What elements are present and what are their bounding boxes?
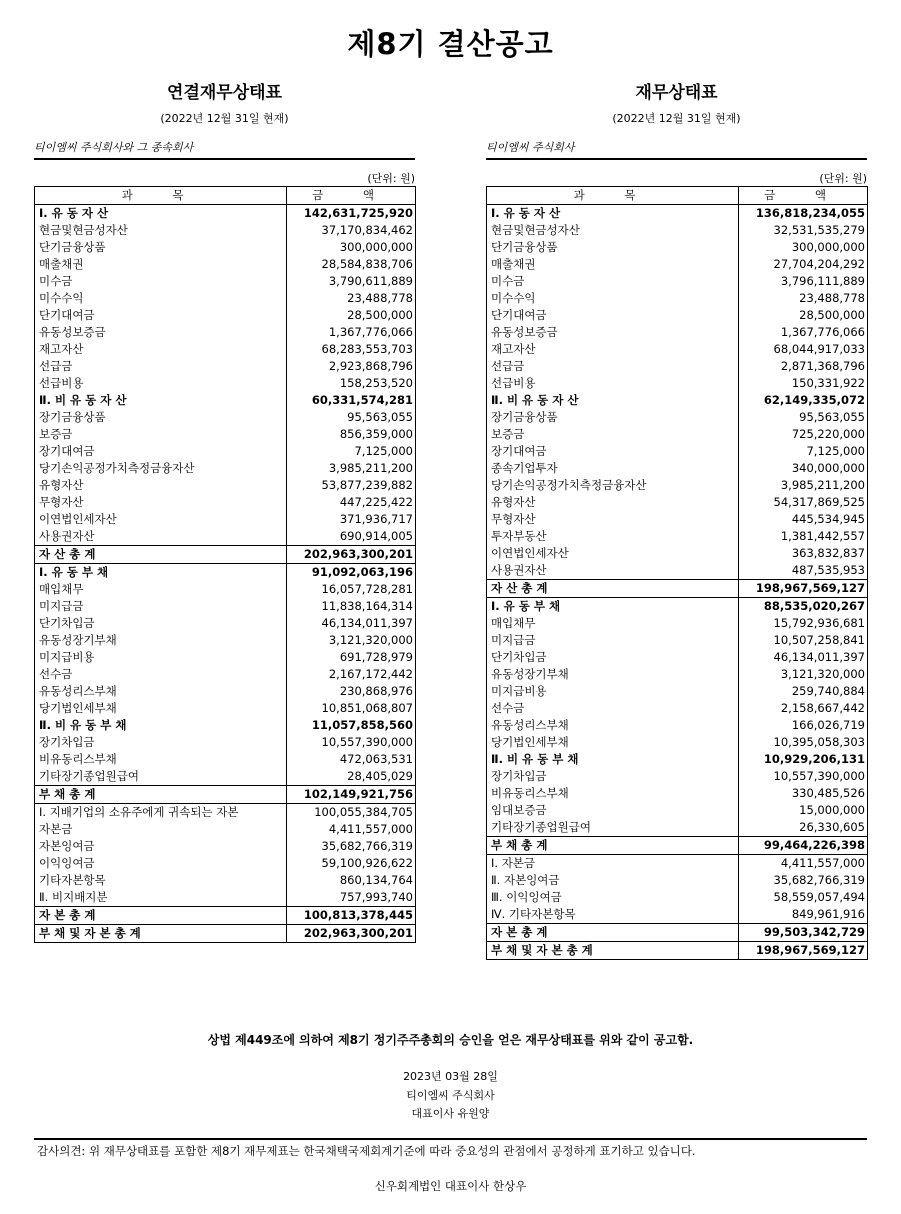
account-name: 유동성보증금 <box>35 324 287 341</box>
account-name: 유동성보증금 <box>487 324 739 341</box>
account-name: Ⅱ. 비 유 동 부 채 <box>35 717 287 734</box>
account-name: 미수수익 <box>35 290 287 307</box>
table-row <box>35 925 416 943</box>
table-row <box>35 768 416 786</box>
table-row <box>35 615 416 632</box>
account-name: 선급금 <box>35 358 287 375</box>
account-name: 부 채 총 계 <box>487 837 739 855</box>
account-amount: 142,631,725,920 <box>287 205 416 223</box>
column-header-item: 과 목 <box>487 187 739 205</box>
account-name: 비유동리스부채 <box>487 785 739 802</box>
consolidated-heading: 연결재무상태표 <box>167 83 282 103</box>
table-row <box>487 307 868 324</box>
account-amount: 259,740,884 <box>739 683 868 700</box>
account-amount: 158,253,520 <box>287 375 416 392</box>
account-name: 자 본 총 계 <box>35 907 287 925</box>
table-row <box>487 426 868 443</box>
account-amount: 100,055,384,705 <box>287 804 416 822</box>
account-amount: 136,818,234,055 <box>739 205 868 223</box>
table-row <box>487 239 868 256</box>
table-row <box>35 734 416 751</box>
account-name: 자 본 총 계 <box>487 924 739 942</box>
account-name: 선수금 <box>487 700 739 717</box>
account-amount: 10,557,390,000 <box>287 734 416 751</box>
account-amount: 37,170,834,462 <box>287 222 416 239</box>
table-row <box>35 307 416 324</box>
account-name: 당기법인세부채 <box>487 734 739 751</box>
account-name: 무형자산 <box>487 511 739 528</box>
account-name: 선급비용 <box>487 375 739 392</box>
account-amount: 32,531,535,279 <box>739 222 868 239</box>
table-row <box>487 341 868 358</box>
table-row <box>487 768 868 785</box>
table-row <box>35 528 416 546</box>
account-name: 투자부동산 <box>487 528 739 545</box>
account-amount: 68,044,917,033 <box>739 341 868 358</box>
account-amount: 445,534,945 <box>739 511 868 528</box>
account-name: 종속기업투자 <box>487 460 739 477</box>
column-header-amount: 금 액 <box>287 187 416 205</box>
table-row <box>35 821 416 838</box>
table-row <box>35 239 416 256</box>
account-amount: 4,411,557,000 <box>287 821 416 838</box>
account-amount: 300,000,000 <box>287 239 416 256</box>
account-amount: 91,092,063,196 <box>287 564 416 582</box>
account-amount: 7,125,000 <box>739 443 868 460</box>
separate-heading: 재무상태표 <box>635 83 718 103</box>
account-name: Ⅱ. 비 유 동 자 산 <box>35 392 287 409</box>
account-name: 미수금 <box>35 273 287 290</box>
table-row <box>35 666 416 683</box>
table-row <box>487 290 868 307</box>
table-row <box>35 700 416 717</box>
account-name: 이연법인세자산 <box>487 545 739 562</box>
table-row <box>35 290 416 307</box>
account-amount: 26,330,605 <box>739 819 868 837</box>
account-name: 이익잉여금 <box>35 855 287 872</box>
account-amount: 7,125,000 <box>287 443 416 460</box>
table-row <box>35 581 416 598</box>
separate-table <box>486 186 868 960</box>
account-amount: 330,485,526 <box>739 785 868 802</box>
table-row <box>35 889 416 907</box>
table-row <box>487 872 868 889</box>
account-name: Ⅰ. 유 동 자 산 <box>35 205 287 223</box>
account-amount: 2,167,172,442 <box>287 666 416 683</box>
table-row <box>35 838 416 855</box>
account-name: Ⅰ. 지배기업의 소유주에게 귀속되는 자본 <box>35 804 287 822</box>
account-name: 기타장기종업원급여 <box>35 768 287 786</box>
account-name: 이연법인세자산 <box>35 511 287 528</box>
account-name: 유형자산 <box>487 494 739 511</box>
table-row <box>35 375 416 392</box>
account-amount: 62,149,335,072 <box>739 392 868 409</box>
separate-unit: (단위: 원) <box>819 172 867 185</box>
account-name: 장기차입금 <box>35 734 287 751</box>
auditor-name: 신우회계법인 대표이사 한상우 <box>374 1179 527 1193</box>
account-name: 매입채무 <box>35 581 287 598</box>
divider <box>34 1138 867 1140</box>
table-row <box>487 598 868 616</box>
account-name: 장기금융상품 <box>35 409 287 426</box>
account-amount: 1,367,776,066 <box>287 324 416 341</box>
table-row <box>35 649 416 666</box>
account-name: 매출채권 <box>487 256 739 273</box>
account-name: 매출채권 <box>35 256 287 273</box>
account-name: 현금및현금성자산 <box>35 222 287 239</box>
account-amount: 46,134,011,397 <box>739 649 868 666</box>
account-amount: 10,395,058,303 <box>739 734 868 751</box>
account-amount: 46,134,011,397 <box>287 615 416 632</box>
account-name: 자 산 총 계 <box>35 546 287 564</box>
account-amount: 28,584,838,706 <box>287 256 416 273</box>
account-amount: 2,871,368,796 <box>739 358 868 375</box>
account-amount: 447,225,422 <box>287 494 416 511</box>
account-amount: 102,149,921,756 <box>287 786 416 804</box>
account-name: 장기차입금 <box>487 768 739 785</box>
table-row <box>487 460 868 477</box>
account-name: 단기금융상품 <box>487 239 739 256</box>
table-row <box>487 819 868 837</box>
account-name: 자본잉여금 <box>35 838 287 855</box>
account-name: 미수금 <box>487 273 739 290</box>
table-row <box>487 273 868 290</box>
account-name: 미지급금 <box>487 632 739 649</box>
account-name: 당기손익공정가치측정금융자산 <box>35 460 287 477</box>
table-row <box>35 205 416 223</box>
account-amount: 95,563,055 <box>287 409 416 426</box>
table-row <box>35 632 416 649</box>
table-row <box>487 545 868 562</box>
table-row <box>487 615 868 632</box>
approval-notice: 상법 제449조에 의하여 제8기 정기주주총회의 승인을 얻은 재무상태표를 위와 같이 공고함. <box>207 1033 694 1047</box>
account-name: 비유동리스부채 <box>35 751 287 768</box>
account-name: Ⅰ. 유 동 자 산 <box>487 205 739 223</box>
account-name: 유동성장기부채 <box>487 666 739 683</box>
table-row <box>35 477 416 494</box>
account-amount: 166,026,719 <box>739 717 868 734</box>
table-row <box>487 409 868 426</box>
table-row <box>35 443 416 460</box>
account-name: 단기대여금 <box>487 307 739 324</box>
consolidated-company: 티이엠씨 주식회사와 그 종속회사 <box>34 140 415 160</box>
account-name: 유형자산 <box>35 477 287 494</box>
account-name: Ⅰ. 유 동 부 채 <box>35 564 287 582</box>
account-name: 보증금 <box>35 426 287 443</box>
table-row <box>487 443 868 460</box>
account-amount: 15,792,936,681 <box>739 615 868 632</box>
table-row <box>35 392 416 409</box>
account-amount: 10,929,206,131 <box>739 751 868 768</box>
account-amount: 2,923,868,796 <box>287 358 416 375</box>
table-row <box>487 751 868 768</box>
account-name: Ⅱ. 비 유 동 부 채 <box>487 751 739 768</box>
table-row <box>487 924 868 942</box>
account-amount: 10,851,068,807 <box>287 700 416 717</box>
consolidated-table <box>34 186 416 943</box>
separate-as-of: (2022년 12월 31일 현재) <box>612 112 741 125</box>
table-row <box>35 717 416 734</box>
account-amount: 856,359,000 <box>287 426 416 443</box>
account-name: Ⅱ. 자본잉여금 <box>487 872 739 889</box>
account-amount: 54,317,869,525 <box>739 494 868 511</box>
account-amount: 1,367,776,066 <box>739 324 868 341</box>
table-row <box>35 598 416 615</box>
table-row <box>35 511 416 528</box>
account-name: Ⅰ. 자본금 <box>487 855 739 873</box>
account-name: 미지급금 <box>35 598 287 615</box>
account-name: 매입채무 <box>487 615 739 632</box>
account-amount: 10,507,258,841 <box>739 632 868 649</box>
table-row <box>35 358 416 375</box>
account-amount: 3,121,320,000 <box>739 666 868 683</box>
account-amount: 198,967,569,127 <box>739 942 868 960</box>
table-row <box>35 855 416 872</box>
table-row <box>35 751 416 768</box>
table-row <box>487 717 868 734</box>
account-amount: 95,563,055 <box>739 409 868 426</box>
account-name: Ⅰ. 유 동 부 채 <box>487 598 739 616</box>
account-name: 단기차입금 <box>487 649 739 666</box>
table-row <box>487 906 868 924</box>
notice-date: 2023년 03월 28일 <box>403 1070 498 1083</box>
table-row <box>487 392 868 409</box>
account-amount: 28,405,029 <box>287 768 416 786</box>
table-row <box>35 786 416 804</box>
table-row <box>487 889 868 906</box>
account-amount: 691,728,979 <box>287 649 416 666</box>
table-row <box>35 683 416 700</box>
account-amount: 99,464,226,398 <box>739 837 868 855</box>
account-name: 현금및현금성자산 <box>487 222 739 239</box>
account-amount: 100,813,378,445 <box>287 907 416 925</box>
account-name: 선급비용 <box>35 375 287 392</box>
account-amount: 28,500,000 <box>287 307 416 324</box>
account-name: 사용권자산 <box>487 562 739 580</box>
account-amount: 3,985,211,200 <box>287 460 416 477</box>
account-name: 미지급비용 <box>487 683 739 700</box>
account-amount: 23,488,778 <box>287 290 416 307</box>
table-row <box>487 205 868 223</box>
table-row <box>487 477 868 494</box>
consolidated-unit: (단위: 원) <box>367 172 415 185</box>
table-row <box>35 804 416 822</box>
table-row <box>487 649 868 666</box>
account-name: 선수금 <box>35 666 287 683</box>
table-row <box>487 683 868 700</box>
table-row <box>487 222 868 239</box>
account-amount: 4,411,557,000 <box>739 855 868 873</box>
account-amount: 300,000,000 <box>739 239 868 256</box>
table-row <box>35 273 416 290</box>
table-row <box>487 632 868 649</box>
account-name: 보증금 <box>487 426 739 443</box>
account-amount: 99,503,342,729 <box>739 924 868 942</box>
account-name: 당기손익공정가치측정금융자산 <box>487 477 739 494</box>
table-row <box>35 564 416 582</box>
account-amount: 1,381,442,557 <box>739 528 868 545</box>
account-amount: 150,331,922 <box>739 375 868 392</box>
account-amount: 11,057,858,560 <box>287 717 416 734</box>
table-row <box>35 872 416 889</box>
account-amount: 60,331,574,281 <box>287 392 416 409</box>
column-header-amount: 금 액 <box>739 187 868 205</box>
account-name: 부 채 및 자 본 총 계 <box>487 942 739 960</box>
table-row <box>487 785 868 802</box>
account-name: 단기대여금 <box>35 307 287 324</box>
account-amount: 3,796,111,889 <box>739 273 868 290</box>
account-amount: 88,535,020,267 <box>739 598 868 616</box>
table-row <box>35 426 416 443</box>
table-row <box>487 375 868 392</box>
page-title: 제8기 결산공고 <box>347 27 554 61</box>
table-row <box>487 580 868 598</box>
account-amount: 15,000,000 <box>739 802 868 819</box>
column-header-item: 과 목 <box>35 187 287 205</box>
account-amount: 757,993,740 <box>287 889 416 907</box>
table-row <box>487 528 868 545</box>
table-row <box>35 409 416 426</box>
table-row <box>487 562 868 580</box>
account-amount: 3,121,320,000 <box>287 632 416 649</box>
account-amount: 363,832,837 <box>739 545 868 562</box>
account-name: 유동성장기부채 <box>35 632 287 649</box>
account-name: 선급금 <box>487 358 739 375</box>
account-amount: 28,500,000 <box>739 307 868 324</box>
account-name: 무형자산 <box>35 494 287 511</box>
table-row <box>487 855 868 873</box>
table-row <box>35 256 416 273</box>
account-amount: 3,985,211,200 <box>739 477 868 494</box>
account-amount: 725,220,000 <box>739 426 868 443</box>
account-name: 미수수익 <box>487 290 739 307</box>
account-amount: 371,936,717 <box>287 511 416 528</box>
table-row <box>35 460 416 477</box>
account-amount: 860,134,764 <box>287 872 416 889</box>
account-amount: 35,682,766,319 <box>287 838 416 855</box>
table-row <box>487 358 868 375</box>
account-name: 재고자산 <box>35 341 287 358</box>
table-row <box>487 942 868 960</box>
account-name: 단기금융상품 <box>35 239 287 256</box>
account-name: 부 채 및 자 본 총 계 <box>35 925 287 943</box>
account-amount: 690,914,005 <box>287 528 416 546</box>
separate-company: 티이엠씨 주식회사 <box>486 140 867 160</box>
account-name: Ⅱ. 비 유 동 자 산 <box>487 392 739 409</box>
account-name: 사용권자산 <box>35 528 287 546</box>
table-row <box>487 324 868 341</box>
table-row <box>487 256 868 273</box>
table-row <box>487 700 868 717</box>
consolidated-as-of: (2022년 12월 31일 현재) <box>160 112 289 125</box>
account-name: 당기법인세부채 <box>35 700 287 717</box>
account-amount: 11,838,164,314 <box>287 598 416 615</box>
account-name: 자본금 <box>35 821 287 838</box>
account-amount: 23,488,778 <box>739 290 868 307</box>
account-name: Ⅱ. 비지배지분 <box>35 889 287 907</box>
account-name: 기타자본항목 <box>35 872 287 889</box>
account-amount: 53,877,239,882 <box>287 477 416 494</box>
account-amount: 230,868,976 <box>287 683 416 700</box>
account-name: 미지급비용 <box>35 649 287 666</box>
account-amount: 202,963,300,201 <box>287 546 416 564</box>
account-name: 유동성리스부채 <box>487 717 739 734</box>
account-amount: 198,967,569,127 <box>739 580 868 598</box>
account-name: 부 채 총 계 <box>35 786 287 804</box>
account-amount: 58,559,057,494 <box>739 889 868 906</box>
audit-opinion: 감사의견: 위 재무상태표를 포함한 제8기 재무제표는 한국채택국제회계기준에 따라 중요성의 관점에서 공정하게 표기하고 있습니다. <box>37 1144 696 1158</box>
account-amount: 10,557,390,000 <box>739 768 868 785</box>
table-row <box>487 511 868 528</box>
account-amount: 16,057,728,281 <box>287 581 416 598</box>
ceo-name: 대표이사 유원양 <box>411 1107 490 1120</box>
company-name: 티이엠씨 주식회사 <box>406 1089 495 1102</box>
account-name: Ⅲ. 이익잉여금 <box>487 889 739 906</box>
table-row <box>487 837 868 855</box>
account-name: 장기대여금 <box>487 443 739 460</box>
table-row <box>35 341 416 358</box>
table-row <box>35 546 416 564</box>
account-amount: 27,704,204,292 <box>739 256 868 273</box>
account-name: 재고자산 <box>487 341 739 358</box>
account-amount: 68,283,553,703 <box>287 341 416 358</box>
table-row <box>35 324 416 341</box>
table-row <box>487 666 868 683</box>
account-amount: 2,158,667,442 <box>739 700 868 717</box>
account-name: 유동성리스부채 <box>35 683 287 700</box>
account-amount: 340,000,000 <box>739 460 868 477</box>
account-name: 단기차입금 <box>35 615 287 632</box>
account-amount: 849,961,916 <box>739 906 868 924</box>
account-name: 장기대여금 <box>35 443 287 460</box>
account-name: 장기금융상품 <box>487 409 739 426</box>
account-name: 기타장기종업원급여 <box>487 819 739 837</box>
account-amount: 487,535,953 <box>739 562 868 580</box>
account-amount: 202,963,300,201 <box>287 925 416 943</box>
account-amount: 59,100,926,622 <box>287 855 416 872</box>
table-row <box>35 494 416 511</box>
account-amount: 472,063,531 <box>287 751 416 768</box>
table-row <box>487 802 868 819</box>
table-row <box>35 222 416 239</box>
table-row <box>487 494 868 511</box>
account-amount: 35,682,766,319 <box>739 872 868 889</box>
table-row <box>487 734 868 751</box>
account-name: 자 산 총 계 <box>487 580 739 598</box>
account-name: Ⅳ. 기타자본항목 <box>487 906 739 924</box>
table-row <box>35 907 416 925</box>
account-name: 임대보증금 <box>487 802 739 819</box>
account-amount: 3,790,611,889 <box>287 273 416 290</box>
